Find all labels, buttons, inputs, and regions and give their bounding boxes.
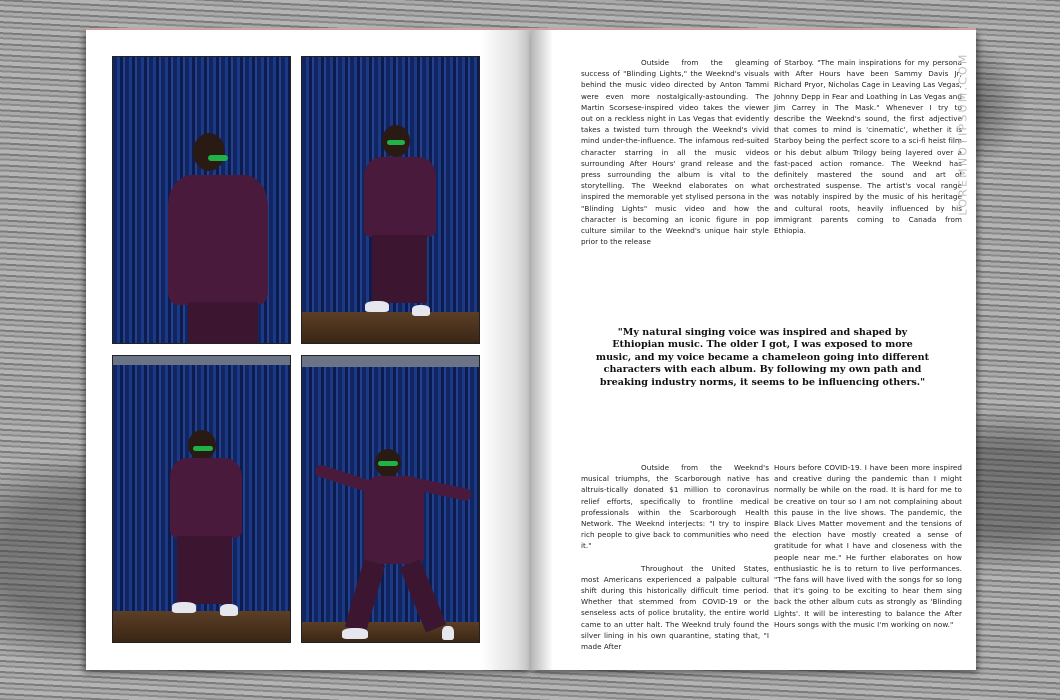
article-paragraph: Hours before COVID-19. I have been more inspired and creative during the pandemic than I might normally be while on the road. It is hard for me to be creative on tour so I am not complaining about this pause in the live shows. The pandemic, the Black Lives Matter movement and the tensions of the election have mostly created a sense of gratitude for what I have and closeness with the people near me." He further elaborates on how enthusiastic he is to return to live performances. "The fans will have lived with the songs for so long that it's going to be exciting to hear them sing back the other album cuts as strongly as 'Blinding Lights'. It will be interesting to balance the After Hours songs with the music I'm working on now.": [774, 463, 962, 629]
person-head: [188, 430, 216, 460]
sneaker-left: [365, 301, 389, 312]
sneaker-right: [412, 305, 430, 316]
person-pants: [177, 536, 232, 604]
sneaker-right: [442, 626, 454, 640]
website-url-text: LOREMNOTIPSUM.COM: [956, 52, 970, 216]
pull-quote: "My natural singing voice was inspired and shaped by Ethiopian music. The older I got, I was exposed to more music, and my voice became a chameleon going into different characters with each album. By following my own path and breaking industry norms, it seems to be influencing others.": [595, 327, 930, 388]
article-column-top-left: [581, 57, 769, 247]
article-paragraph: Throughout the United States, most Americans experienced a palpable cultural shift during this historically difficult time period. Whether that stemmed from COVID-19 or the senseless acts of police brutality, the entire world came to an utter halt. The Weeknd truly found the silver lining in his own quarantine, stating that, "I made After: [581, 563, 769, 652]
person-jacket: [364, 157, 436, 237]
person-figure: [302, 356, 479, 642]
sunglasses-icon: [208, 155, 228, 161]
person-pants-right: [400, 559, 447, 632]
person-head: [193, 133, 225, 171]
person-jacket: [170, 458, 242, 538]
photo-2: [301, 56, 480, 344]
article-column-bottom-right: [774, 462, 962, 630]
photo-4: [301, 355, 480, 643]
article-column-bottom-left: [581, 462, 769, 652]
article-column-top-right: [774, 57, 962, 236]
person-pants: [188, 302, 258, 343]
person-jacket: [364, 476, 424, 564]
right-page: [531, 30, 976, 670]
sneaker-left: [342, 628, 368, 639]
photo-3: [112, 355, 291, 643]
person-figure: [113, 356, 290, 642]
article-paragraph: Outside from the Weeknd's musical triumphs, the Scarborough native has altruis-tically donated $1 million to coronavirus relief efforts, specifically to frontline medical professionals within the Scarborough Health Network. The Weeknd interjects: "I try to inspire rich people to give back to communities who need it.": [581, 463, 769, 551]
sneaker-right: [220, 604, 238, 616]
magazine-spread: [86, 30, 976, 670]
sunglasses-icon: [387, 140, 405, 145]
sunglasses-icon: [378, 461, 398, 466]
article-paragraph: Outside from the gleaming success of "Blinding Lights," the Weeknd's visuals behind the music video directed by Anton Tammi were even more nostalgically-astounding. The Martin Scorsese-inspired video takes the viewer out on a reckless night in Las Vegas that evidently takes a twisted turn through the Weeknd's vivid mind under-the-influence. The infamous red-suited character starring in all the music videos surrounding After Hours' grand release and the press surrounding the album is vital to the storytelling. The Weeknd elaborates on what inspired the memorable yet stylised persona in the "Blinding Lights" music video and how the character is becoming an iconic figure in pop culture similar to the Weeknd's unique hair style prior to the release: [581, 58, 769, 247]
sneaker-left: [172, 602, 196, 613]
website-url-vertical: [955, 38, 971, 230]
person-pants: [372, 235, 427, 303]
sunglasses-icon: [193, 446, 213, 451]
photo-1: [112, 56, 291, 344]
person-jacket: [168, 175, 268, 305]
left-page: [86, 30, 531, 670]
article-paragraph: of Starboy. "The main inspirations for my persona with After Hours have been Sammy Davis Jr, Richard Pryor, Nicholas Cage in Leaving Las Vegas, Johnny Depp in Fear and Loathing in Las Vegas and Jim Carrey in The Mask." Whenever I try to describe the Weeknd's sound, the first adjective that comes to mind is 'cinematic', whether it is Starboy being the perfect score to a sci-fi heist film or his debut album Trilogy being layered over a fast-paced action romance. The Weeknd has definitely mastered the sound and art of orchestrated suspense. The artist's vocal range was notably inspired by the music of his heritage and cultural roots, heavily influenced by his immigrant parents coming to Canada from Ethiopia.: [774, 58, 962, 236]
person-figure: [302, 57, 479, 343]
person-pants-left: [345, 559, 385, 632]
person-figure: [113, 57, 290, 343]
